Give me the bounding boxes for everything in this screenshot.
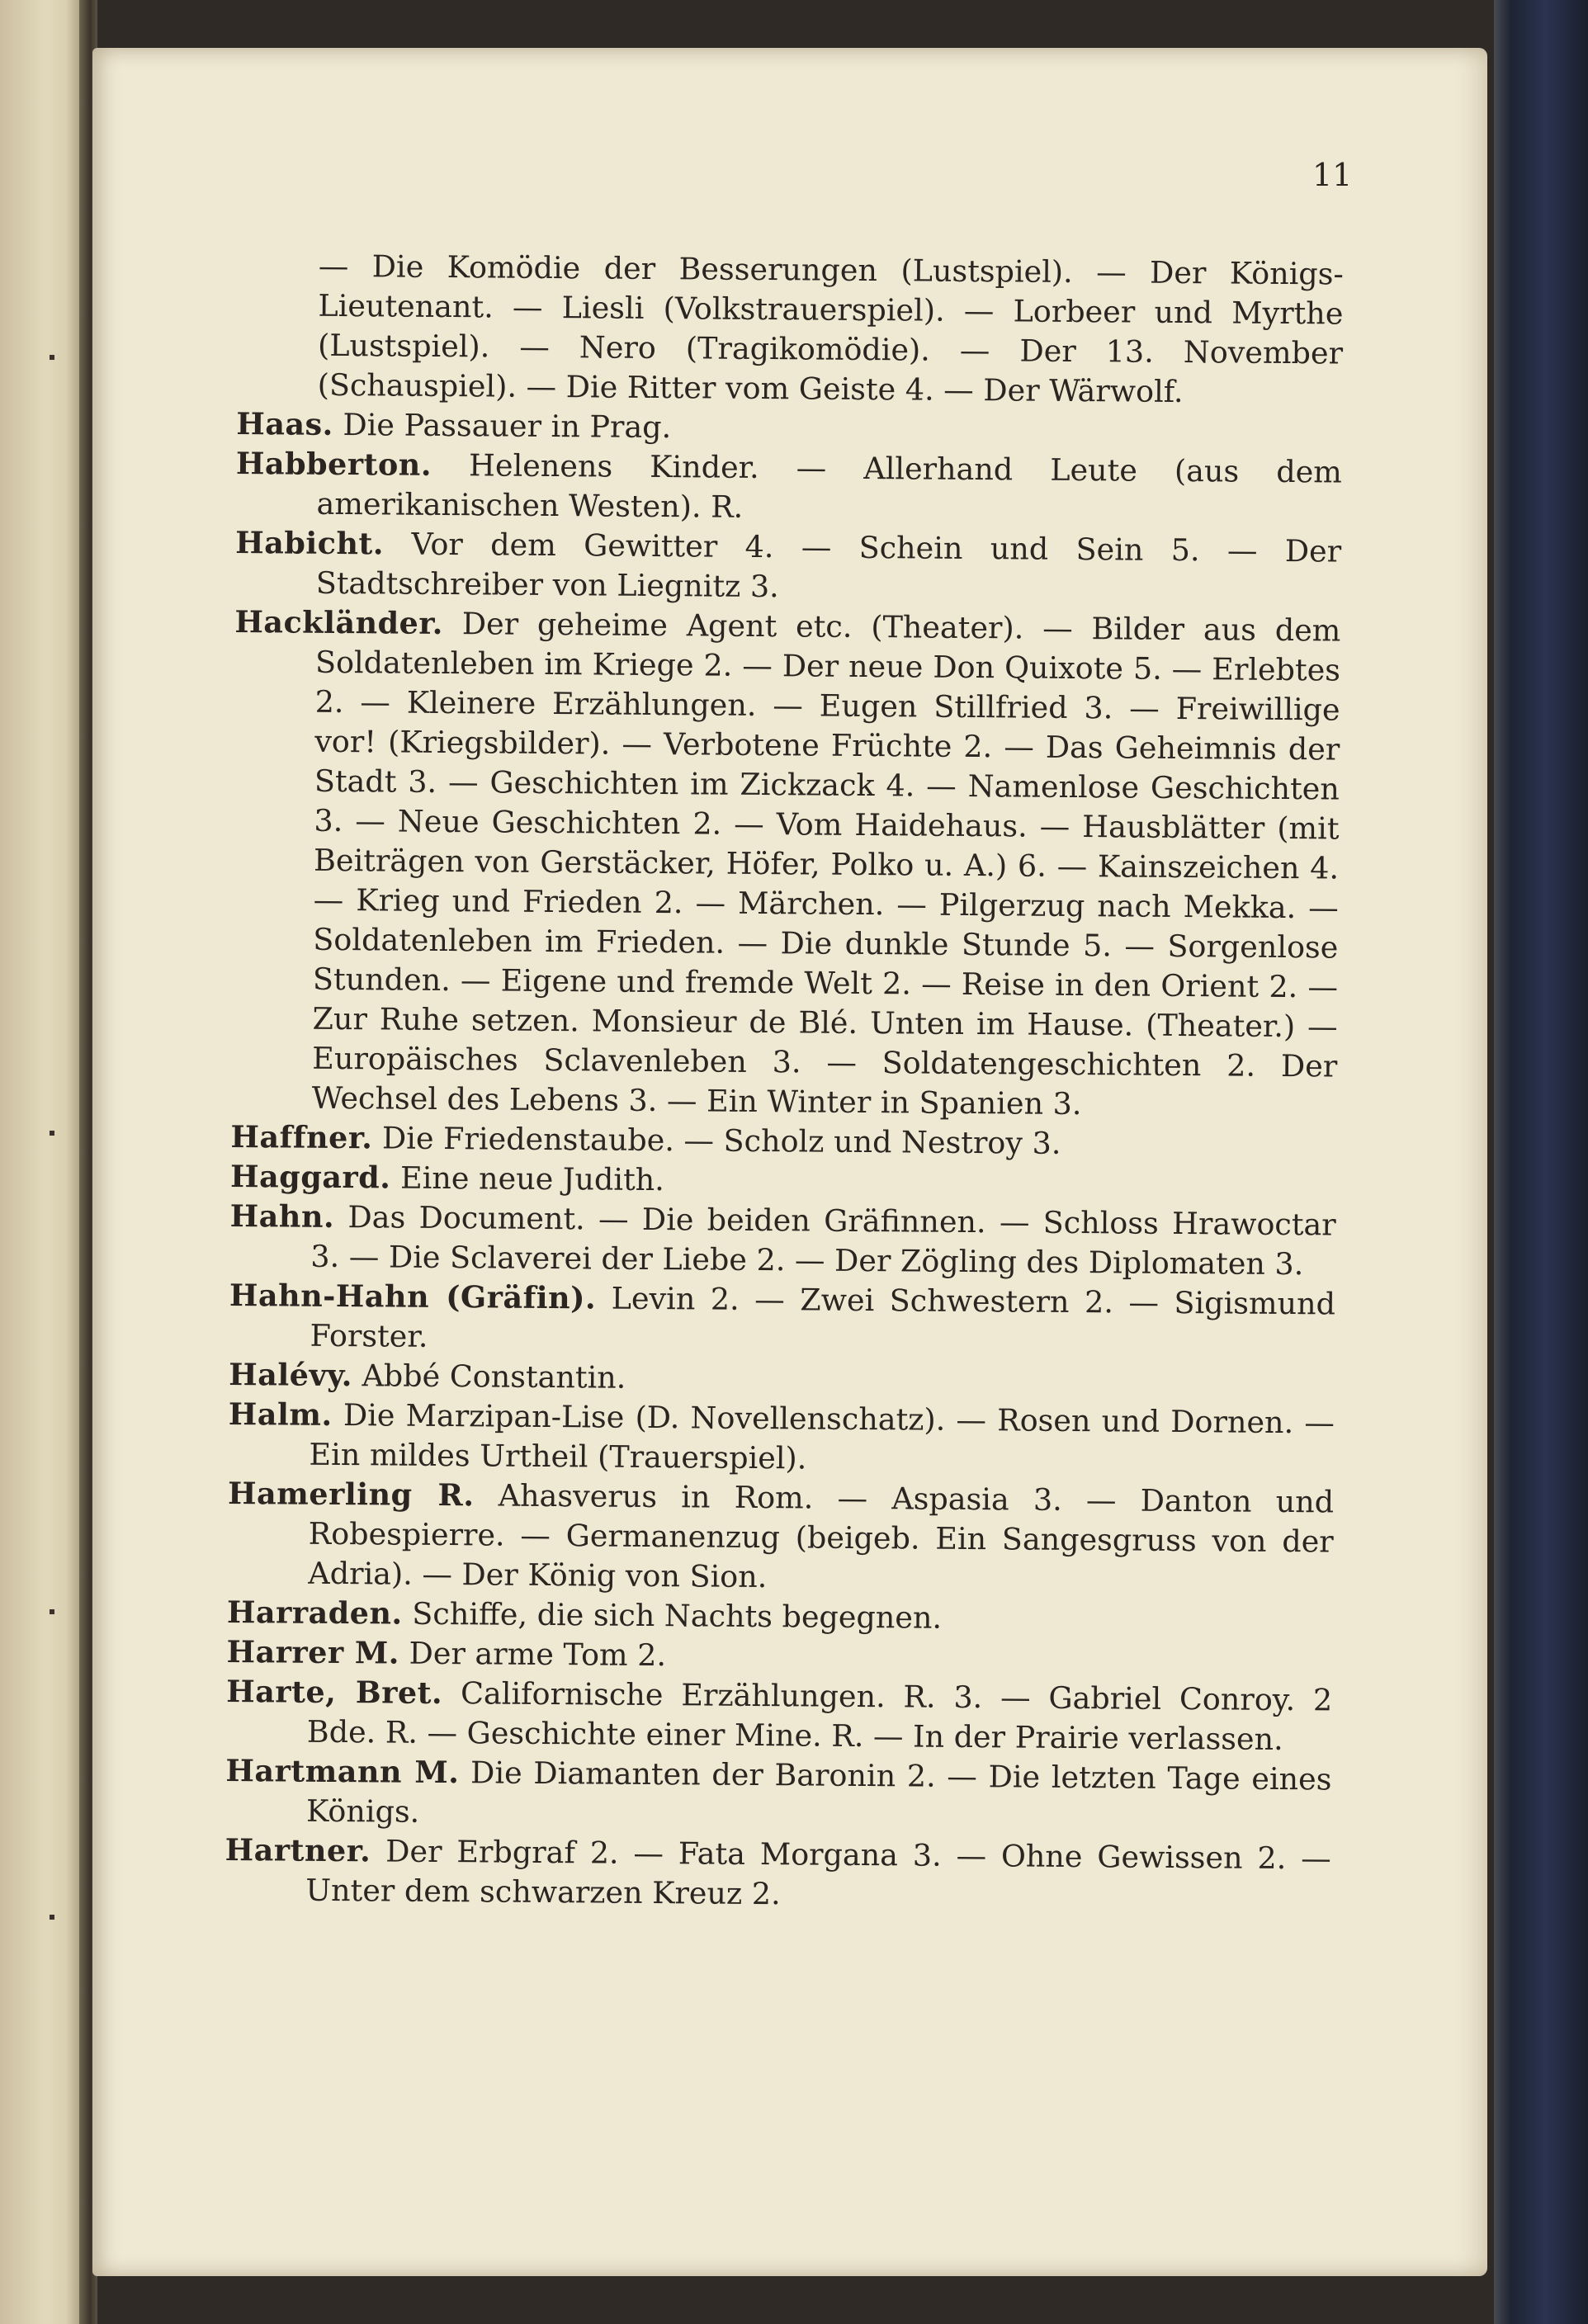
catalog-entry — [231, 602, 1341, 1127]
catalog-entry — [235, 523, 1342, 612]
book-cover-edge — [1494, 0, 1588, 2324]
catalog-entry — [227, 1474, 1334, 1602]
margin-mark — [50, 355, 54, 360]
entry-text: Die Passauer in Prag. — [343, 407, 672, 446]
entry-text: Levin 2. — Zwei Schwestern 2. — Sigismund Forster. — [310, 1280, 1336, 1354]
entry-text: Die Marzipan-Lise (D. Novellenschatz). — Rosen und Dornen. — Ein mildes Urtheil (Trauerspiel). — [309, 1397, 1335, 1476]
author-name: Hahn-Hahn (Gräfin). — [229, 1277, 597, 1316]
author-name: Hahn. — [229, 1197, 335, 1235]
author-name: Hartner. — [224, 1831, 371, 1869]
catalog-entry — [235, 444, 1342, 532]
previous-page-edge — [0, 0, 83, 2324]
catalog-entry — [226, 1672, 1333, 1760]
catalog-entry — [225, 1751, 1332, 1840]
author-name: Habberton. — [235, 445, 432, 483]
author-name: Harraden. — [226, 1594, 403, 1632]
margin-mark — [50, 1915, 54, 1920]
entry-text: — Die Komödie der Besserungen (Lustspiel). — Der Königs-Lieutenant. — Liesli (Volkstrauerspiel). — Lorbeer und Myrthe (Lustspiel). — Nero (Tragikomödie). — Der 13. November (Schauspiel). — Die Ritter vom Geiste 4. — Der Wärwolf. — [317, 248, 1344, 410]
author-name: Habicht. — [235, 524, 385, 562]
entry-text: Die Friedenstaube. — Scholz und Nestroy 3. — [381, 1120, 1061, 1161]
entry-text: Der arme Tom 2. — [409, 1635, 667, 1674]
margin-mark — [50, 1131, 54, 1136]
author-name: Halm. — [228, 1396, 333, 1433]
entry-text: Der Erbgraf 2. — Fata Morgana 3. — Ohne Gewissen 2. — Unter dem schwarzen Kreuz 2. — [305, 1833, 1331, 1912]
author-name: Harte, Bret. — [226, 1673, 443, 1712]
catalog-entry — [228, 1395, 1335, 1483]
author-name: Haggard. — [229, 1158, 391, 1196]
entry-text: Das Document. — Die beiden Gräfinnen. — Schloss Hrawoctar 3. — Die Sclaverei der Liebe 2. — Der Zögling des Diplomaten 3. — [310, 1199, 1336, 1282]
author-name: Harrer M. — [226, 1633, 400, 1671]
entry-text: Schiffe, die sich Nachts begegnen. — [412, 1595, 943, 1636]
margin-mark — [50, 1609, 54, 1614]
author-name: Hamerling R. — [227, 1475, 475, 1514]
author-name: Haas. — [236, 405, 334, 442]
entry-text: Die Diamanten der Baronin 2. — Die letzten Tage eines Königs. — [305, 1755, 1332, 1830]
author-name: Haffner. — [230, 1118, 373, 1156]
catalog-entry — [229, 1197, 1336, 1285]
author-name: Halévy. — [229, 1356, 353, 1394]
page-number: 11 — [1312, 157, 1353, 193]
entry-text: Ahasverus in Rom. — Aspasia 3. — Danton und Robespierre. — Germanenzug (beigeb. Ein Sangesgruss von der Adria). — Der König von Sion. — [308, 1477, 1335, 1595]
entry-text: Californische Erzählungen. R. 3. — Gabriel Conroy. 2 Bde. R. — Geschichte einer Mine. R. — In der Prairie verlassen. — [306, 1675, 1333, 1758]
catalog-entries — [224, 246, 1344, 1918]
entry-text: Helenens Kinder. — Allerhand Leute (aus dem amerikanischen Westen). R. — [316, 447, 1343, 525]
author-name: Hartmann M. — [225, 1752, 460, 1791]
entry-text: Der geheime Agent etc. (Theater). — Bilder aus dem Soldatenleben im Kriege 2. — Der neue Don Quixote 5. — Erlebtes 2. — Kleinere Erzählungen. — Eugen Stillfried 3. — Freiwillige vor! (Kriegsbilder). — Verbotene Früchte 2. — Das Geheimnis der Stadt 3. — Geschichten im Zickzack 4. — Namenlose Geschichten 3. — Neue Geschichten 2. — Vom Haidehaus. — Hausblätter (mit Beiträgen von Gerstäcker, Höfer, Polko u. A.) 6. — Kainszeichen 4. — Krieg und Frieden 2. — Märchen. — Pilgerzug nach Mekka. — Soldatenleben im Frieden. — Die dunkle Stunde 5. — Sorgenlose Stunden. — Eigene und fremde Welt 2. — Reise in den Orient 2. — Zur Ruhe setzen. Monsieur de Blé. Unten im Hause. (Theater.) — Europäisches Sclavenleben 3. — Soldatengeschichten 2. Der Wechsel des Lebens 3. — Ein Winter in Spanien 3. — [311, 606, 1341, 1122]
catalog-entry — [229, 1276, 1335, 1364]
catalog-entry — [224, 1830, 1331, 1919]
entry-text: Eine neue Judith. — [399, 1160, 665, 1198]
catalog-entry — [236, 246, 1343, 413]
entry-text: Abbé Constantin. — [362, 1358, 626, 1396]
author-name: Hackländer. — [234, 603, 444, 641]
entry-text: Vor dem Gewitter 4. — Schein und Sein 5. — Der Stadtschreiber von Liegnitz 3. — [315, 526, 1342, 605]
